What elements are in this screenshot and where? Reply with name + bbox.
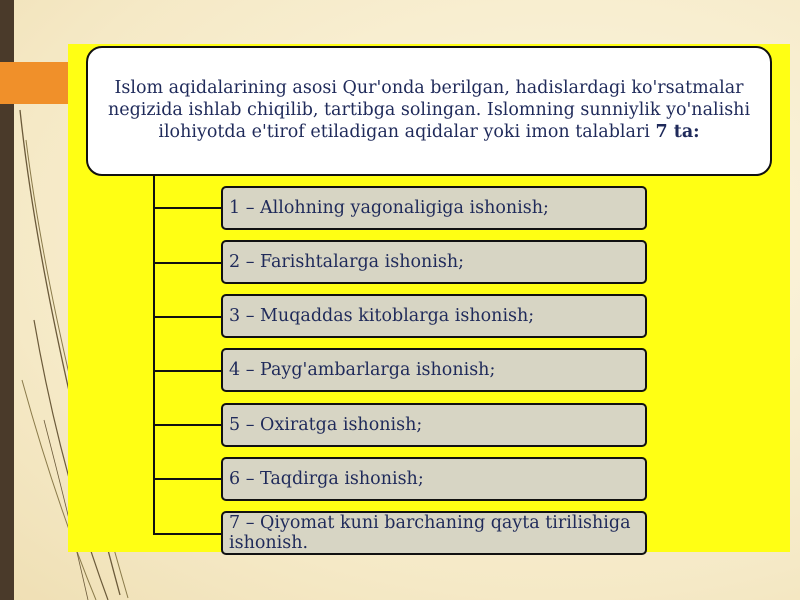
intro-paragraph <box>106 78 752 143</box>
tree-branch <box>153 478 221 480</box>
list-item <box>221 403 647 447</box>
list-item <box>221 348 647 392</box>
tree-branch <box>153 207 221 209</box>
list-item <box>221 511 647 555</box>
intro-count: 7 ta: <box>655 121 700 142</box>
tree-branch <box>153 316 221 318</box>
list-item <box>221 240 647 284</box>
list-item-label: 4 – Payg'ambarlarga ishonish; <box>229 359 496 380</box>
intro-text: Islom aqidalarining asosi Qur'onda berilgan, hadislardagi ko'rsatmalar negizida ishlab chiqilib, tartibga solingan. Islomning sunniylik yo'nalishi ilohiyotda e'tirof etiladigan aqidalar yoki imon talablari <box>107 78 751 142</box>
tree-trunk <box>153 176 155 535</box>
tree-branch <box>153 370 221 372</box>
intro-box <box>86 46 772 176</box>
list-item-label: 7 – Qiyomat kuni barchaning qayta tirilishiga ishonish. <box>229 512 631 553</box>
list-item <box>221 294 647 338</box>
list-item-label: 2 – Farishtalarga ishonish; <box>229 251 465 272</box>
list-item-label: 5 – Oxiratga ishonish; <box>229 414 423 435</box>
tree-branch <box>153 424 221 426</box>
list-item-label: 6 – Taqdirga ishonish; <box>229 468 424 489</box>
tree-branch <box>153 262 221 264</box>
list-item-label: 1 – Allohning yagonaligiga ishonish; <box>229 197 549 218</box>
list-item <box>221 186 647 230</box>
list-item-label: 3 – Muqaddas kitoblarga ishonish; <box>229 305 535 326</box>
tree-branch <box>153 533 221 535</box>
list-item <box>221 457 647 501</box>
